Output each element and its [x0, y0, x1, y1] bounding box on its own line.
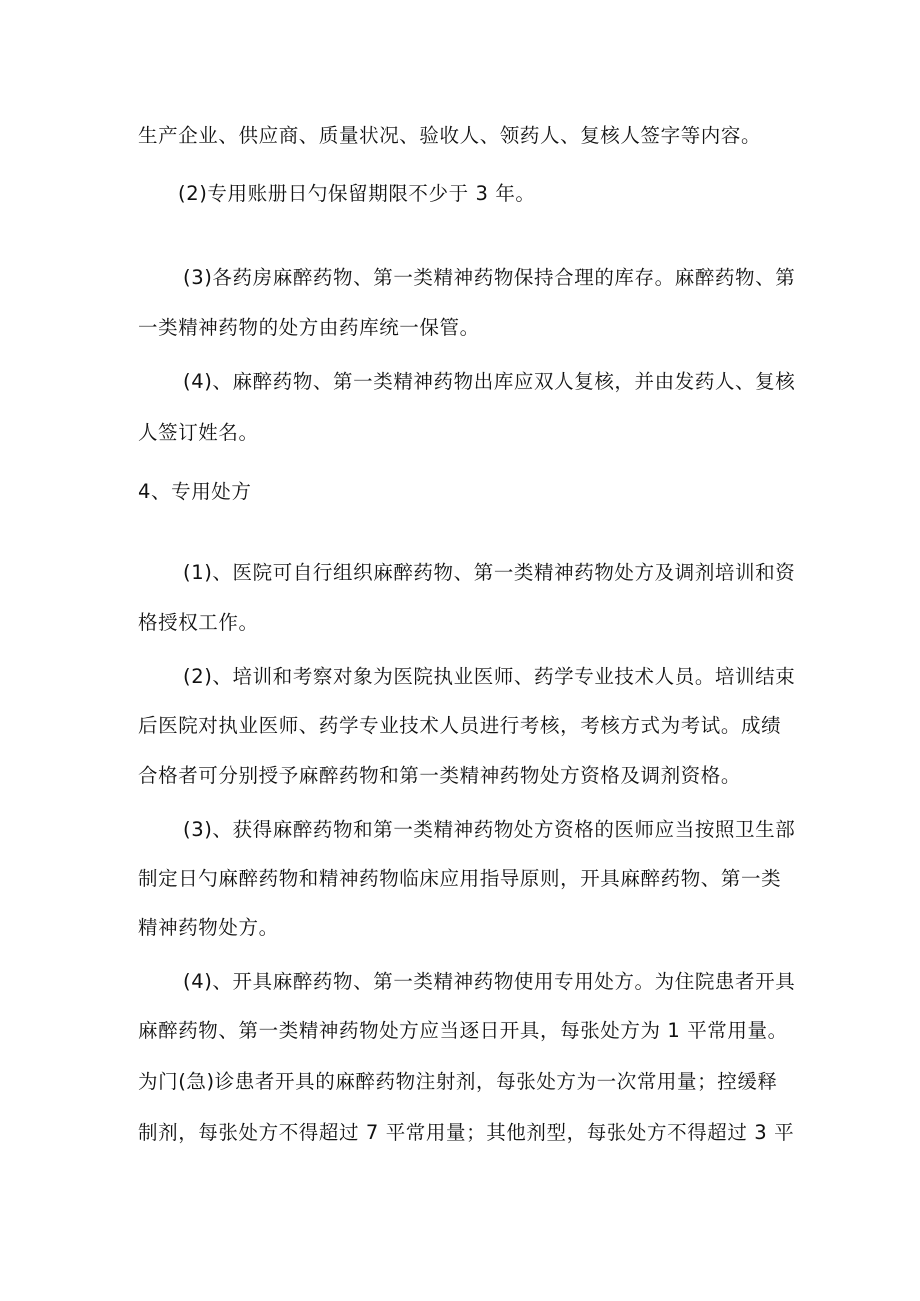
text-line: 制剂，每张处方不得超过 7 平常用量；其他剂型，每张处方不得超过 3 平 — [138, 1121, 795, 1144]
text-line: 精神药物处方。 — [138, 916, 279, 939]
text-line: (2)、培训和考察对象为医院执业医师、药学专业技术人员。培训结束 — [183, 665, 796, 688]
text-line: 制定日勺麻醉药物和精神药物临床应用指导原则，开具麻醉药物、第一类 — [138, 867, 782, 890]
text-line: (3)各药房麻醉药物、第一类精神药物保持合理的库存。麻醉药物、第 — [183, 266, 796, 289]
text-line: 格授权工作。 — [138, 611, 259, 634]
text-line: 为门(急)诊患者开具的麻醉药物注射剂，每张处方为一次常用量；控缓释 — [138, 1070, 778, 1093]
text-line: (4)、麻醉药物、第一类精神药物出库应双人复核，并由发药人、复核 — [183, 370, 796, 393]
text-line: 人签订姓名。 — [138, 421, 259, 444]
text-line: 合格者可分别授予麻醉药物和第一类精神药物处方资格及调剂资格。 — [138, 764, 742, 787]
text-line: (3)、获得麻醉药物和第一类精神药物处方资格的医师应当按照卫生部 — [183, 818, 796, 841]
text-line: (4)、开具麻醉药物、第一类精神药物使用专用处方。为住院患者开具 — [183, 970, 796, 993]
text-line: 一类精神药物的处方由药库统一保管。 — [138, 316, 480, 339]
text-line: 麻醉药物、第一类精神药物处方应当逐日开具，每张处方为 1 平常用量。 — [138, 1019, 788, 1042]
text-line: 生产企业、供应商、质量状况、验收人、领药人、复核人签字等内容。 — [138, 124, 762, 147]
section-heading: 4、专用处方 — [138, 480, 252, 503]
text-line: (2)专用账册日勺保留期限不少于 3 年。 — [178, 182, 536, 205]
text-line: 后医院对执业医师、药学专业技术人员进行考核，考核方式为考试。成绩 — [138, 714, 782, 737]
text-line: (1)、医院可自行组织麻醉药物、第一类精神药物处方及调剂培训和资 — [183, 561, 796, 584]
